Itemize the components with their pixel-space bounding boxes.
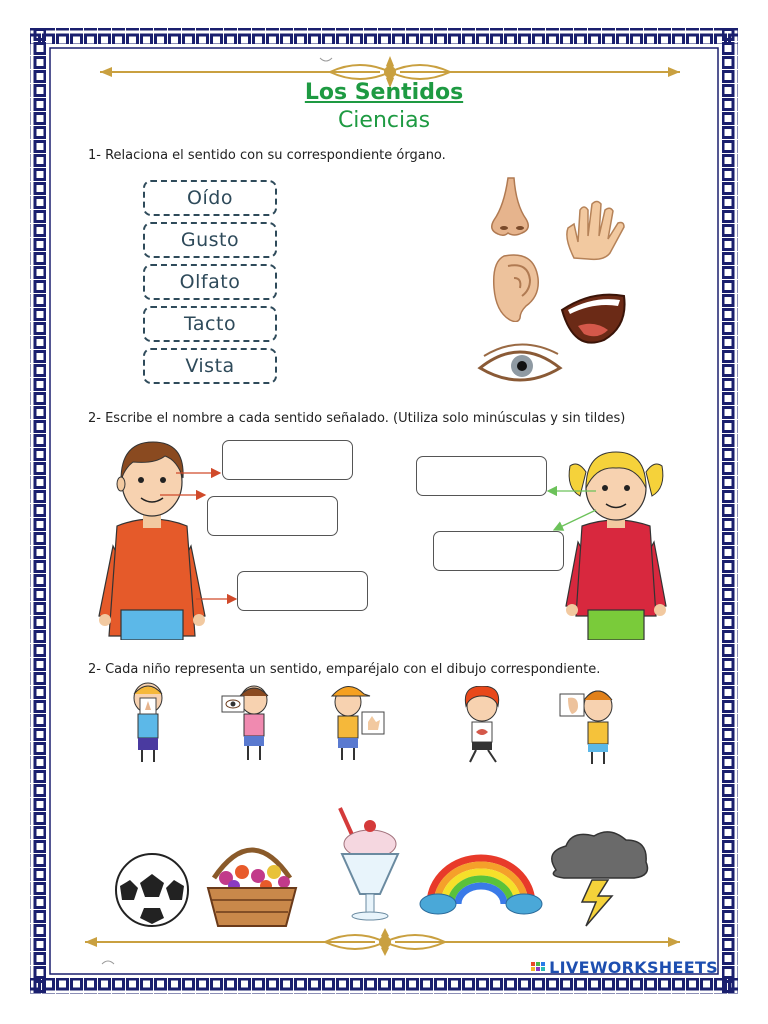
answer-box-1[interactable]: [222, 440, 353, 480]
sense-card-olfato[interactable]: Olfato: [143, 264, 277, 300]
kid-hand-card-icon[interactable]: [326, 682, 390, 764]
rainbow-icon[interactable]: [418, 844, 544, 916]
sense-card-vista[interactable]: Vista: [143, 348, 277, 384]
kid-ear-card-icon[interactable]: [556, 686, 628, 768]
watermark-text: LIVEWORKSHEETS: [549, 958, 718, 977]
section2-instruction: 2- Escribe el nombre a cada sentido señalado. (Utiliza solo minúsculas y sin tildes): [88, 411, 626, 426]
section1-instruction: 1- Relaciona el sentido con su correspondiente órgano.: [88, 148, 446, 163]
liveworksheets-watermark: [531, 958, 718, 977]
liveworksheets-logo-icon: [531, 959, 547, 971]
answer-box-3[interactable]: [237, 571, 368, 611]
page-title: Los Sentidos: [304, 80, 464, 105]
soccer-ball-icon[interactable]: [112, 852, 192, 928]
section3-instruction: 2- Cada niño representa un sentido, emparéjalo con el dibujo correspondiente.: [88, 662, 601, 677]
kid-eye-card-icon[interactable]: [218, 682, 278, 766]
sense-card-oido[interactable]: Oído: [143, 180, 277, 216]
thunder-cloud-icon[interactable]: [542, 830, 654, 930]
flower-basket-icon[interactable]: [204, 838, 300, 930]
milkshake-icon[interactable]: [330, 804, 410, 924]
kid-nose-card-icon[interactable]: [118, 680, 178, 766]
answer-box-2[interactable]: [207, 496, 338, 536]
answer-box-4[interactable]: [416, 456, 547, 496]
page-subtitle: Ciencias: [337, 108, 431, 133]
sense-card-tacto[interactable]: Tacto: [143, 306, 277, 342]
answer-box-5[interactable]: [433, 531, 564, 571]
sense-card-gusto[interactable]: Gusto: [143, 222, 277, 258]
kid-mouth-card-icon[interactable]: [450, 686, 514, 766]
